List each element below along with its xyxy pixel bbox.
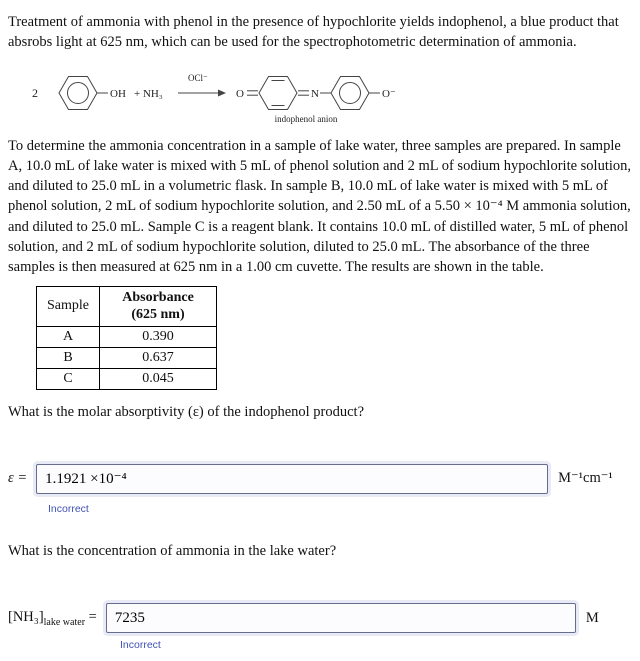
answer-row-epsilon <box>8 464 632 494</box>
table-cell-sample: A <box>37 326 100 347</box>
question-molar-absorptivity: What is the molar absorptivity (ε) of the indophenol product? <box>8 403 365 420</box>
incorrect-status-epsilon: Incorrect <box>48 502 89 515</box>
epsilon-unit-label: M⁻¹cm⁻¹ <box>558 470 613 487</box>
epsilon-label: ε = <box>8 470 28 487</box>
phenol-ring <box>59 76 97 109</box>
phenol-aromatic-circle <box>68 82 89 103</box>
problem-page <box>8 12 632 651</box>
plus-nh3-label: + NH₃ <box>134 87 163 100</box>
epsilon-input[interactable] <box>36 464 548 494</box>
arrowhead-icon <box>218 89 226 96</box>
table-header-absorbance-line2: (625 nm) <box>131 307 185 323</box>
answer-row-nh3 <box>8 603 632 633</box>
carbonyl-o-label: O <box>236 87 244 100</box>
nh3-unit-label: M <box>585 609 599 626</box>
absorbance-table <box>36 286 217 390</box>
quinoid-ring <box>259 76 297 109</box>
intro-paragraph: Treatment of ammonia with phenol in the presence of hypochlorite yields indophenol, a blue product that absrobs light at 625 nm, which can be used for the spectrophotometric determination of ammonia. <box>8 14 619 51</box>
incorrect-status-nh3: Incorrect <box>120 639 161 652</box>
nh3-input[interactable] <box>106 603 576 633</box>
nh3-label-subscript: lake water <box>43 616 86 628</box>
table-cell-sample: B <box>37 347 100 368</box>
nh3-label-equals: = <box>88 608 97 625</box>
phenolate-o-label: O⁻ <box>382 87 396 100</box>
hypochlorite-arrow-label: OCl⁻ <box>188 72 208 83</box>
oh-label: OH <box>110 87 126 100</box>
table-cell-sample: C <box>37 368 100 389</box>
body-paragraph: To determine the ammonia concentration in a sample of lake water, three samples are prepared. In sample A, 10.0 mL of lake water is mixed with 5 mL of phenol solution and 2 mL of sodium hypochlorite solution, and diluted to 25.0 mL in a volumetric flask. In sample B, 10.0 mL of lake water is mixed with 5 mL of phenol solution, 2 mL of sodium hypochlorite solution, and 2.50 mL of a 5.50 × 10⁻⁴ M ammonia solution, and diluted to 25.0 mL. Sample C is a reagent blank. It contains 10.0 mL of distilled water, 5 mL of phenol solution, and 2 mL of sodium hypochlorite solution, diluted to 25.0 mL. The absorbance of the three samples is then measured at 625 nm in a 1.00 cm cuvette. The results are shown in the table. <box>8 137 632 276</box>
table-header-absorbance <box>100 286 217 326</box>
coefficient-label: 2 <box>32 85 38 100</box>
table-row <box>37 347 217 368</box>
question-ammonia-concentration: What is the concentration of ammonia in the lake water? <box>8 542 337 559</box>
table-header-absorbance-line1: Absorbance <box>122 289 194 305</box>
phenolate-ring <box>331 76 369 109</box>
reaction-scheme-diagram <box>8 59 478 125</box>
table-cell-absorbance: 0.045 <box>100 368 217 389</box>
reaction-scheme <box>8 59 632 130</box>
nh3-label <box>8 609 97 628</box>
table-header-sample: Sample <box>37 286 100 326</box>
nh3-label-main: [NH₃] <box>8 608 44 625</box>
table-cell-absorbance: 0.390 <box>100 326 217 347</box>
table-cell-absorbance: 0.637 <box>100 347 217 368</box>
table-header-row <box>37 286 217 326</box>
table-row <box>37 326 217 347</box>
imine-n-label: N <box>311 87 319 100</box>
table-row <box>37 368 217 389</box>
scheme-caption: indophenol anion <box>274 113 338 124</box>
phenolate-aromatic-circle <box>340 82 361 103</box>
